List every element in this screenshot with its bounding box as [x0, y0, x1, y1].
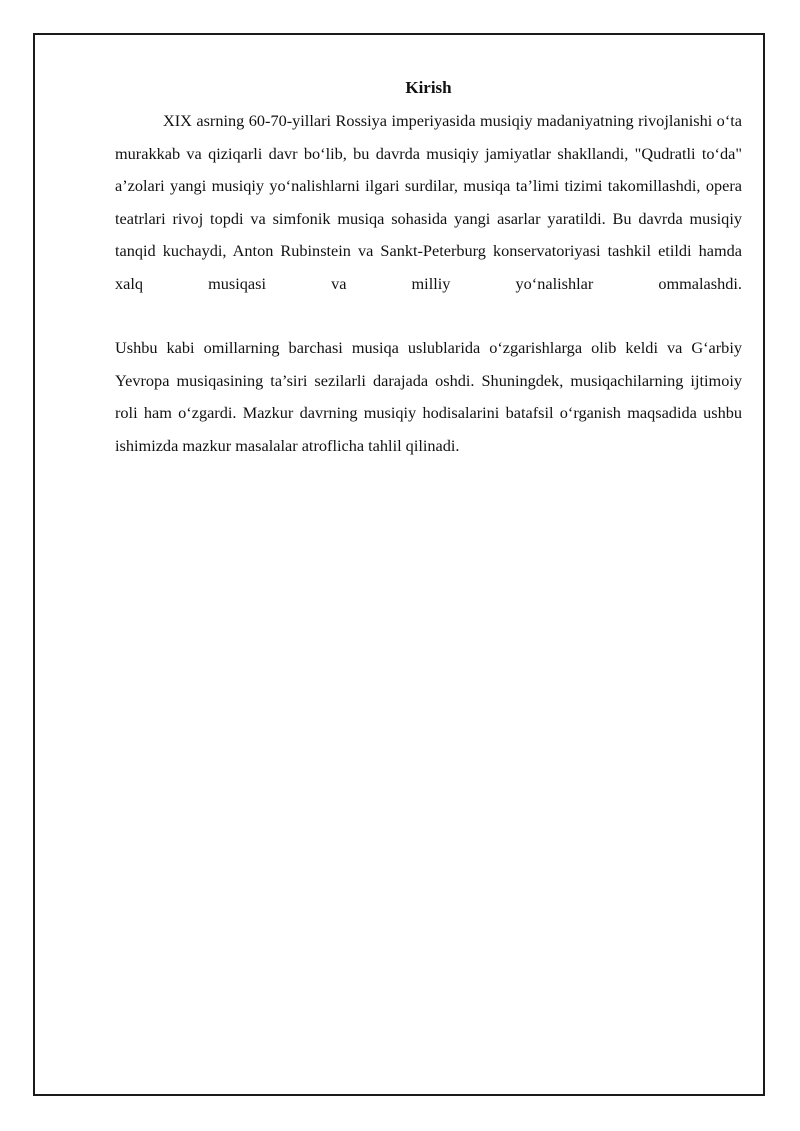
document-title: Kirish	[405, 78, 452, 97]
paragraph-introduction: XIX asrning 60-70-yillari Rossiya imperiyasida musiqiy madaniyatning rivojlanishi o‘ta murakkab va qiziqarli davr bo‘lib, bu davrda musiqiy jamiyatlar shakllandi, "Qudratli to‘da" a’zolari yangi musiqiy yo‘nalishlarni ilgari surdilar, musiqa ta’limi tizimi takomillashdi, opera teatrlari rivoj topdi va simfonik musiqa sohasida yangi asarlar yaratildi. Bu davrda musiqiy tanqid kuchaydi, Anton Rubinstein va Sankt-Peterburg konservatoriyasi tashkil etildi hamda xalq musiqasi va milliy yo‘nalishlar ommalashdi.	[115, 111, 742, 293]
paragraph-conclusion: Ushbu kabi omillarning barchasi musiqa uslublarida o‘zgarishlarga olib keldi va G‘arbiy Yevropa musiqasining ta’siri sezilarli darajada oshdi. Shuningdek, musiqachilarning ijtimoiy roli ham o‘zgardi. Mazkur davrning musiqiy hodisalarini batafsil o‘rganish maqsadida ushbu ishimizda mazkur masalalar atroflicha tahlil qilinadi.	[115, 338, 742, 455]
document-body	[115, 75, 742, 462]
